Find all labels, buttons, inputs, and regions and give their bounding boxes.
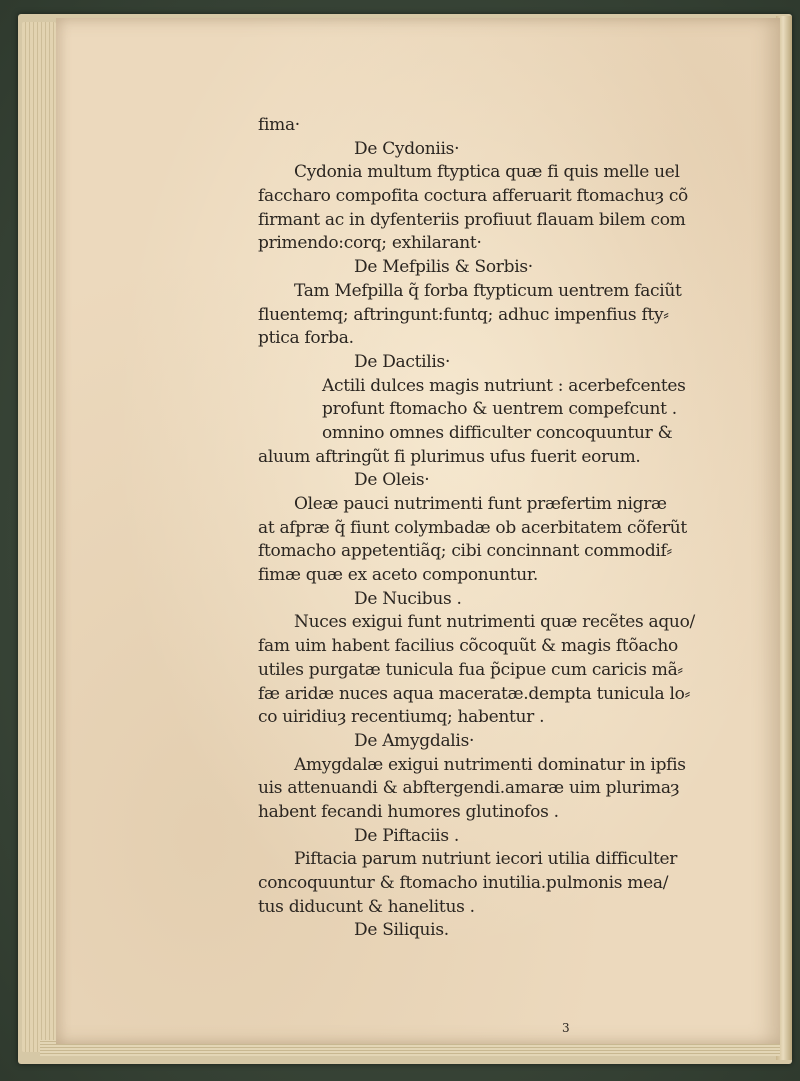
book-page	[56, 18, 780, 1044]
text-line: ftomacho appetentiãq; cibi concinnant commodif⸗	[258, 541, 672, 562]
text-line: Amygdalæ exigui nutrimenti dominatur in ipfis	[294, 754, 686, 775]
text-line: tus diducunt & hanelitus .	[258, 896, 475, 917]
text-line: Piftacia parum nutriunt iecori utilia difficulter	[294, 849, 678, 870]
section-heading: De Mefpilis & Sorbis·	[354, 257, 533, 278]
text-line: at afpræ q̃ fiunt colymbadæ ob acerbitatem cõferũt	[258, 517, 687, 538]
text-line: firmant ac in dyfenteriis profiuut flauam bilem com	[258, 209, 686, 230]
section-heading: De Oleis·	[354, 470, 430, 491]
text-line: Actili dulces magis nutriunt : acerbefcentes	[322, 375, 686, 396]
page-text-block	[258, 114, 728, 943]
text-line: profunt ftomacho & uentrem compefcunt .	[322, 399, 677, 420]
section-heading: De Amygdalis·	[354, 730, 475, 751]
text-line: habent fecandi humores glutinofos .	[258, 801, 559, 822]
text-line: fam uim habent facilius cõcoquũt & magis ftõacho	[258, 636, 678, 657]
section-heading: De Piftaciis .	[354, 825, 459, 846]
page-stack-left-edge	[22, 22, 56, 1052]
section-heading: De Nucibus .	[354, 588, 462, 609]
text-line: aluum aftringũt fi plurimus ufus fuerit eorum.	[258, 446, 641, 467]
text-line: utiles purgatæ tunicula fua p̃cipue cum caricis mã⸗	[258, 659, 683, 680]
text-line: fimæ quæ ex aceto componuntur.	[258, 565, 538, 586]
text-line: primendo:corq; exhilarant·	[258, 233, 482, 254]
text-line: Nuces exigui funt nutrimenti quæ recẽtes aquo/	[294, 612, 695, 633]
text-line: Oleæ pauci nutrimenti funt præfertim nigræ	[294, 494, 667, 514]
text-line: concoquuntur & ftomacho inutilia.pulmonis mea/	[258, 873, 669, 893]
text-line: fæ aridæ nuces aqua maceratæ.dempta tunicula lo⸗	[258, 683, 690, 704]
text-line: Tam Mefpilla q̃ forba ftypticum uentrem faciũt	[294, 280, 682, 301]
text-line: faccharo compofita coctura afferuarit ftomachuȝ cõ	[258, 186, 688, 207]
text-line: ptica forba.	[258, 328, 354, 349]
text-line: fluentemq; aftringunt:funtq; adhuc impenfius fty⸗	[258, 304, 669, 325]
text-line: Cydonia multum ftyptica quæ fi quis melle uel	[294, 162, 680, 183]
text-line: co uiridiuȝ recentiumq; habentur .	[258, 707, 545, 728]
text-line: omnino omnes difficulter concoquuntur &	[322, 422, 673, 443]
text-line: fima·	[258, 115, 300, 135]
signature-mark: 3	[562, 1021, 570, 1035]
section-heading: De Siliquis.	[354, 920, 449, 941]
section-heading: De Cydoniis·	[354, 138, 460, 159]
section-heading: De Dactilis·	[354, 351, 451, 372]
text-line: uis attenuandi & abftergendi.amaræ uim plurimaȝ	[258, 778, 680, 799]
